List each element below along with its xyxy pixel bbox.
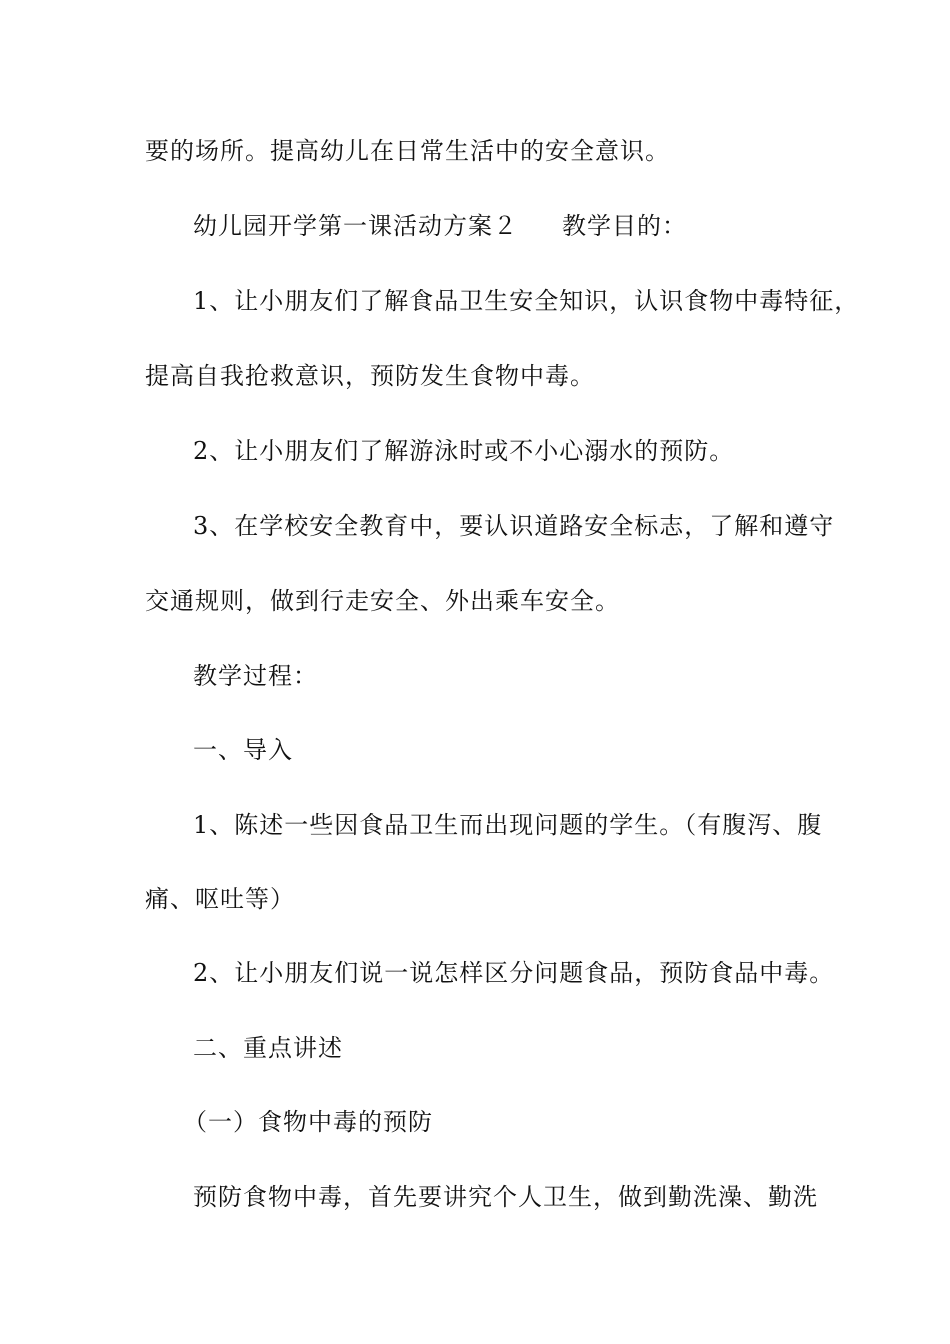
text-line: 2、让小朋友们了解游泳时或不小心溺水的预防。 xyxy=(193,437,735,465)
plan-title: 幼儿园开学第一课活动方案２ xyxy=(193,212,518,240)
text-line xyxy=(193,211,687,241)
text-line: 痛、呕吐等） xyxy=(145,885,295,913)
text-line: 1、让小朋友们了解食品卫生安全知识，认识食物中毒特征， xyxy=(193,287,860,315)
text-line: 提高自我抢救意识，预防发生食物中毒。 xyxy=(145,362,595,390)
text-line: 1、陈述一些因食品卫生而出现问题的学生。（有腹泻、腹 xyxy=(193,811,823,839)
section-heading: 二、重点讲述 xyxy=(193,1034,343,1062)
text-line: 2、让小朋友们说一说怎样区分问题食品，预防食品中毒。 xyxy=(193,959,835,987)
text-line: 要的场所。提高幼儿在日常生活中的安全意识。 xyxy=(145,137,670,165)
text-line: 预防食物中毒，首先要讲究个人卫生，做到勤洗澡、勤洗 xyxy=(193,1183,818,1211)
section-heading: 一、导入 xyxy=(193,736,293,764)
section-heading: 教学过程： xyxy=(193,662,318,690)
section-heading: 教学目的： xyxy=(562,212,687,240)
subsection-heading: （一）食物中毒的预防 xyxy=(183,1108,433,1136)
text-line: 3、在学校安全教育中，要认识道路安全标志，了解和遵守 xyxy=(193,512,835,540)
text-line: 交通规则，做到行走安全、外出乘车安全。 xyxy=(145,587,620,615)
